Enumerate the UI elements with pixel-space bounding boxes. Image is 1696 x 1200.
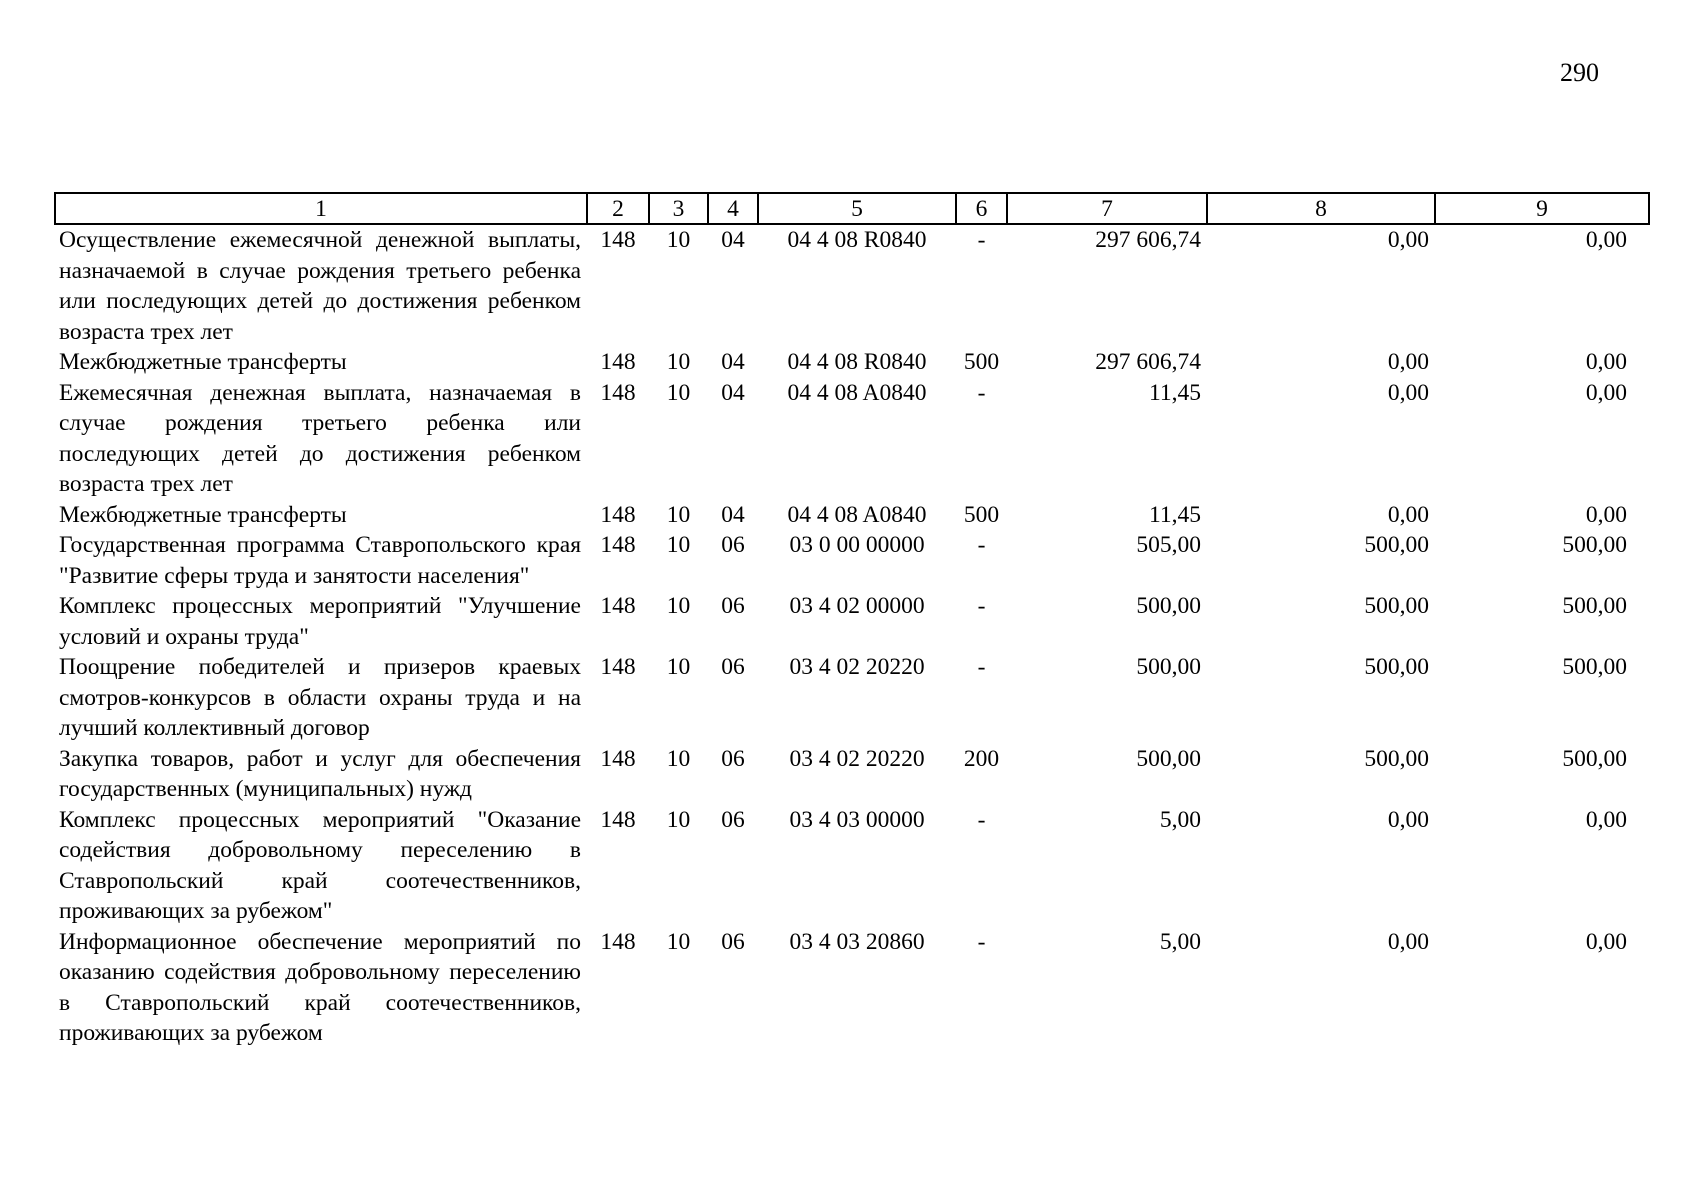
cell-col4: 06 bbox=[721, 745, 745, 772]
table-row bbox=[55, 805, 1649, 927]
cell-col3: 10 bbox=[666, 593, 691, 619]
cell-col8: 0,00 bbox=[1387, 501, 1429, 528]
cell-col6: - bbox=[977, 227, 986, 253]
cell-col9: 0,00 bbox=[1585, 227, 1627, 253]
cell-col7: 505,00 bbox=[1136, 532, 1201, 558]
cell-col6: - bbox=[977, 593, 986, 619]
cell-col9: 500,00 bbox=[1562, 593, 1627, 619]
table-row bbox=[55, 347, 1649, 378]
cell-col2: 148 bbox=[600, 349, 636, 375]
cell-col8: 500,00 bbox=[1364, 593, 1429, 619]
cell-col3: 10 bbox=[666, 654, 691, 680]
cell-col4: 06 bbox=[721, 593, 745, 619]
cell-col5: 04 4 08 A0840 bbox=[787, 501, 927, 528]
cell-col8: 0,00 bbox=[1387, 806, 1429, 833]
row-name: Комплекс процессных мероприятий "Улучшение условий и охраны труда" bbox=[59, 593, 581, 650]
column-header: 4 bbox=[708, 193, 758, 224]
cell-col9: 500,00 bbox=[1562, 532, 1627, 558]
cell-col5: 04 4 08 R0840 bbox=[787, 349, 927, 375]
cell-col6: 500 bbox=[963, 349, 1000, 375]
table-row bbox=[55, 591, 1649, 652]
cell-col6: - bbox=[977, 806, 986, 833]
column-header: 9 bbox=[1435, 193, 1649, 224]
cell-col9: 0,00 bbox=[1585, 806, 1627, 833]
cell-col6: - bbox=[977, 532, 986, 558]
row-name: Закупка товаров, работ и услуг для обеспечения государственных (муниципальных) нужд bbox=[59, 745, 581, 802]
cell-col8: 500,00 bbox=[1364, 745, 1429, 772]
cell-col8: 500,00 bbox=[1364, 654, 1429, 680]
cell-col5: 03 4 02 20220 bbox=[789, 745, 925, 772]
cell-col9: 0,00 bbox=[1585, 501, 1627, 528]
row-name: Поощрение победителей и призеров краевых смотров-конкурсов в области охраны труда и на лучший коллективный договор bbox=[59, 654, 581, 741]
table-row bbox=[55, 652, 1649, 744]
column-header: 3 bbox=[649, 193, 708, 224]
cell-col7: 500,00 bbox=[1136, 593, 1201, 619]
cell-col2: 148 bbox=[600, 806, 636, 833]
cell-col4: 06 bbox=[721, 532, 745, 558]
header-row bbox=[55, 193, 1649, 224]
cell-col8: 0,00 bbox=[1387, 928, 1429, 955]
cell-col3: 10 bbox=[666, 928, 691, 955]
table-row bbox=[55, 500, 1649, 531]
cell-col2: 148 bbox=[600, 593, 636, 619]
column-header: 1 bbox=[55, 193, 587, 224]
row-name: Государственная программа Ставропольского края "Развитие сферы труда и занятости населения" bbox=[59, 532, 581, 589]
cell-col4: 06 bbox=[721, 928, 745, 955]
page-number: 290 bbox=[1560, 58, 1599, 87]
row-name: Комплекс процессных мероприятий "Оказание содействия добровольному переселению в Ставропольский край соотечественников, проживающих за рубежом" bbox=[59, 806, 581, 924]
cell-col5: 03 4 02 20220 bbox=[789, 654, 925, 680]
cell-col3: 10 bbox=[666, 532, 691, 558]
table-row bbox=[55, 224, 1649, 347]
cell-col4: 04 bbox=[721, 349, 745, 375]
table-row bbox=[55, 927, 1649, 1049]
cell-col2: 148 bbox=[600, 379, 636, 406]
cell-col6: - bbox=[977, 654, 986, 680]
cell-col7: 5,00 bbox=[1159, 806, 1201, 833]
cell-col9: 0,00 bbox=[1585, 928, 1627, 955]
cell-col7: 297 606,74 bbox=[1095, 349, 1201, 375]
cell-col3: 10 bbox=[666, 806, 691, 833]
cell-col3: 10 bbox=[666, 379, 691, 406]
cell-col4: 06 bbox=[721, 654, 745, 680]
cell-col9: 500,00 bbox=[1562, 745, 1627, 772]
row-name: Осуществление ежемесячной денежной выплаты, назначаемой в случае рождения третьего ребенка или последующих детей до достижения ребенком возраста трех лет bbox=[59, 227, 581, 345]
cell-col2: 148 bbox=[600, 928, 636, 955]
cell-col8: 500,00 bbox=[1364, 532, 1429, 558]
budget-table bbox=[54, 192, 1650, 1049]
cell-col5: 03 4 03 20860 bbox=[789, 928, 925, 955]
table-row bbox=[55, 530, 1649, 591]
cell-col5: 04 4 08 R0840 bbox=[787, 227, 927, 253]
table-row bbox=[55, 378, 1649, 500]
cell-col3: 10 bbox=[666, 349, 691, 375]
column-header: 6 bbox=[956, 193, 1007, 224]
cell-col6: 200 bbox=[963, 745, 1000, 772]
cell-col3: 10 bbox=[666, 227, 691, 253]
cell-col9: 500,00 bbox=[1562, 654, 1627, 680]
cell-col2: 148 bbox=[600, 654, 636, 680]
cell-col7: 500,00 bbox=[1136, 654, 1201, 680]
column-header: 5 bbox=[758, 193, 956, 224]
row-name: Межбюджетные трансферты bbox=[59, 501, 347, 528]
cell-col2: 148 bbox=[600, 501, 636, 528]
table-row bbox=[55, 744, 1649, 805]
cell-col5: 04 4 08 A0840 bbox=[787, 379, 927, 406]
cell-col7: 297 606,74 bbox=[1095, 227, 1201, 253]
cell-col2: 148 bbox=[600, 227, 636, 253]
cell-col9: 0,00 bbox=[1585, 349, 1627, 375]
cell-col5: 03 4 03 00000 bbox=[789, 806, 925, 833]
row-name: Межбюджетные трансферты bbox=[59, 349, 347, 375]
cell-col4: 06 bbox=[721, 806, 745, 833]
cell-col5: 03 0 00 00000 bbox=[789, 532, 925, 558]
cell-col2: 148 bbox=[600, 745, 636, 772]
cell-col7: 500,00 bbox=[1136, 745, 1201, 772]
cell-col6: 500 bbox=[963, 501, 1000, 528]
cell-col7: 11,45 bbox=[1148, 501, 1201, 528]
column-header: 7 bbox=[1007, 193, 1207, 224]
cell-col5: 03 4 02 00000 bbox=[789, 593, 925, 619]
cell-col2: 148 bbox=[600, 532, 636, 558]
cell-col8: 0,00 bbox=[1387, 227, 1429, 253]
row-name: Ежемесячная денежная выплата, назначаемая в случае рождения третьего ребенка или последующих детей до достижения ребенком возраста трех лет bbox=[59, 379, 581, 497]
cell-col8: 0,00 bbox=[1387, 349, 1429, 375]
cell-col7: 11,45 bbox=[1148, 379, 1201, 406]
cell-col4: 04 bbox=[721, 501, 745, 528]
cell-col7: 5,00 bbox=[1159, 928, 1201, 955]
cell-col4: 04 bbox=[721, 379, 745, 406]
column-header: 8 bbox=[1207, 193, 1435, 224]
column-header: 2 bbox=[587, 193, 649, 224]
cell-col9: 0,00 bbox=[1585, 379, 1627, 406]
cell-col6: - bbox=[977, 928, 986, 955]
cell-col3: 10 bbox=[666, 501, 691, 528]
cell-col8: 0,00 bbox=[1387, 379, 1429, 406]
cell-col3: 10 bbox=[666, 745, 691, 772]
row-name: Информационное обеспечение мероприятий по оказанию содействия добровольному переселению в Ставропольский край соотечественников, проживающих за рубежом bbox=[59, 928, 581, 1046]
cell-col6: - bbox=[977, 379, 986, 406]
cell-col4: 04 bbox=[721, 227, 745, 253]
